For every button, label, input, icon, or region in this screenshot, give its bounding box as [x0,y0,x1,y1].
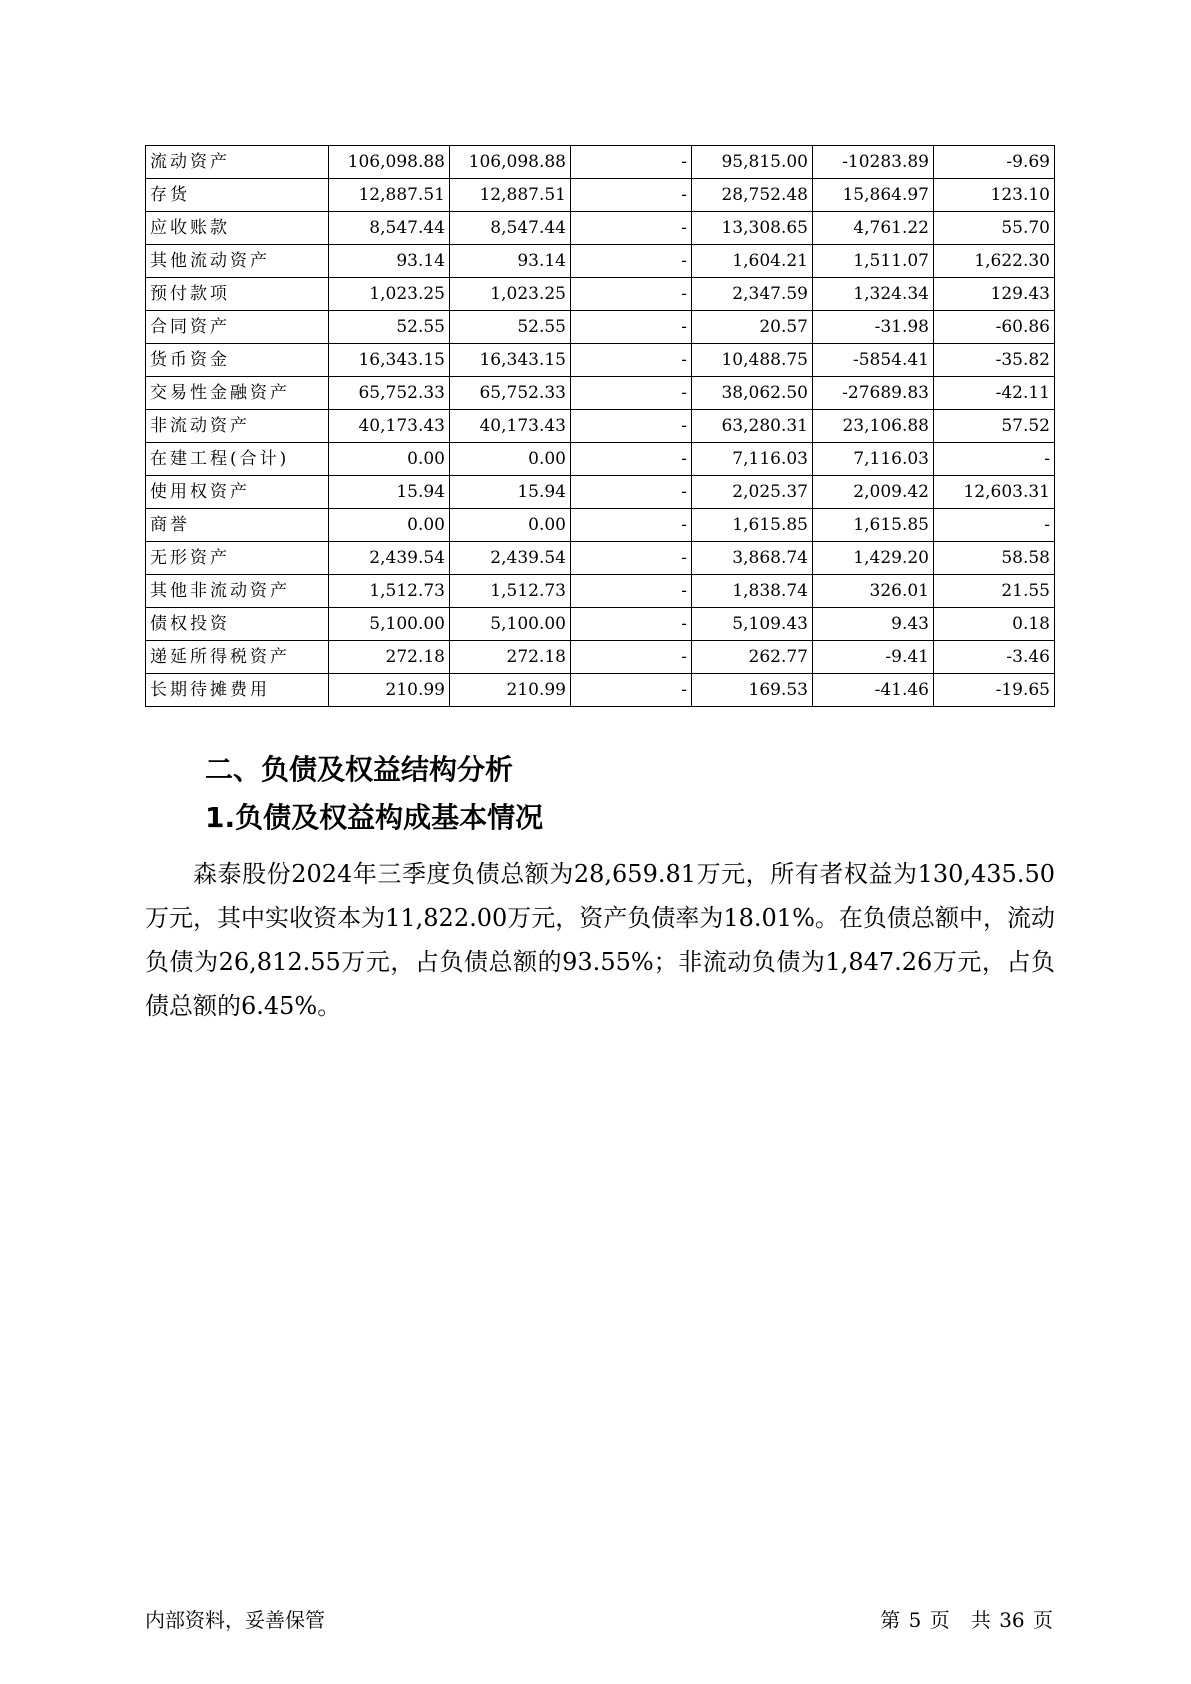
value-cell-6: -60.86 [934,311,1055,344]
value-cell-1: 65,752.33 [329,377,450,410]
value-cell-3: - [571,443,692,476]
value-cell-3: - [571,311,692,344]
table-row [146,575,1055,608]
value-cell-5: 2,009.42 [813,476,934,509]
row-name-cell: 其他非流动资产 [146,575,329,608]
value-cell-1: 272.18 [329,641,450,674]
value-cell-6: 0.18 [934,608,1055,641]
value-cell-6: - [934,509,1055,542]
value-cell-4: 7,116.03 [692,443,813,476]
table-row [146,146,1055,179]
value-cell-2: 0.00 [450,443,571,476]
table-row [146,608,1055,641]
value-cell-3: - [571,608,692,641]
table-row [146,344,1055,377]
asset-table [145,145,1055,707]
row-name-cell: 存货 [146,179,329,212]
table-row [146,410,1055,443]
asset-table-body [146,146,1055,707]
value-cell-2: 65,752.33 [450,377,571,410]
value-cell-6: 57.52 [934,410,1055,443]
value-cell-1: 93.14 [329,245,450,278]
value-cell-2: 12,887.51 [450,179,571,212]
value-cell-6: - [934,443,1055,476]
value-cell-1: 12,887.51 [329,179,450,212]
value-cell-6: -35.82 [934,344,1055,377]
value-cell-1: 15.94 [329,476,450,509]
table-row [146,179,1055,212]
value-cell-4: 1,615.85 [692,509,813,542]
value-cell-3: - [571,377,692,410]
value-cell-5: -9.41 [813,641,934,674]
value-cell-4: 95,815.00 [692,146,813,179]
value-cell-4: 2,025.37 [692,476,813,509]
row-name-cell: 无形资产 [146,542,329,575]
value-cell-4: 38,062.50 [692,377,813,410]
value-cell-5: 9.43 [813,608,934,641]
value-cell-2: 16,343.15 [450,344,571,377]
page-number [878,1604,1053,1633]
value-cell-6: 58.58 [934,542,1055,575]
value-cell-2: 272.18 [450,641,571,674]
row-name-cell: 合同资产 [146,311,329,344]
row-name-cell: 商誉 [146,509,329,542]
value-cell-2: 210.99 [450,674,571,707]
value-cell-4: 1,604.21 [692,245,813,278]
value-cell-4: 20.57 [692,311,813,344]
value-cell-2: 1,023.25 [450,278,571,311]
value-cell-2: 8,547.44 [450,212,571,245]
value-cell-1: 106,098.88 [329,146,450,179]
value-cell-5: 1,511.07 [813,245,934,278]
row-name-cell: 债权投资 [146,608,329,641]
section-heading: 二、负债及权益结构分析 [205,753,514,786]
page-label-prefix: 第 [880,1608,901,1632]
value-cell-6: 129.43 [934,278,1055,311]
value-cell-6: -3.46 [934,641,1055,674]
value-cell-1: 0.00 [329,443,450,476]
value-cell-5: 326.01 [813,575,934,608]
value-cell-4: 169.53 [692,674,813,707]
value-cell-4: 262.77 [692,641,813,674]
value-cell-4: 1,838.74 [692,575,813,608]
value-cell-2: 0.00 [450,509,571,542]
value-cell-3: - [571,641,692,674]
value-cell-2: 40,173.43 [450,410,571,443]
value-cell-4: 2,347.59 [692,278,813,311]
table-row [146,443,1055,476]
value-cell-1: 5,100.00 [329,608,450,641]
footer-note: 内部资料，妥善保管 [145,1608,325,1632]
value-cell-3: - [571,179,692,212]
value-cell-3: - [571,542,692,575]
body-paragraph: 森泰股份2024年三季度负债总额为28,659.81万元，所有者权益为130,435.50万元，其中实收资本为11,822.00万元，资产负债率为18.01%。在负债总额中，流动负债为26,812.55万元，占负债总额的93.55%；非流动负债为1,847.26万元，占负债总额的6.45%。 [145,860,1055,1020]
value-cell-3: - [571,410,692,443]
table-row [146,509,1055,542]
table-row [146,542,1055,575]
value-cell-4: 13,308.65 [692,212,813,245]
value-cell-3: - [571,476,692,509]
total-label-suffix: 页 [1033,1608,1053,1632]
table-row [146,245,1055,278]
value-cell-6: -42.11 [934,377,1055,410]
value-cell-5: 1,615.85 [813,509,934,542]
value-cell-5: 4,761.22 [813,212,934,245]
value-cell-3: - [571,146,692,179]
value-cell-6: 123.10 [934,179,1055,212]
table-row [146,641,1055,674]
value-cell-1: 2,439.54 [329,542,450,575]
table-row [146,311,1055,344]
value-cell-5: 15,864.97 [813,179,934,212]
value-cell-1: 8,547.44 [329,212,450,245]
row-name-cell: 预付款项 [146,278,329,311]
value-cell-6: 1,622.30 [934,245,1055,278]
value-cell-1: 16,343.15 [329,344,450,377]
row-name-cell: 在建工程(合计) [146,443,329,476]
value-cell-1: 52.55 [329,311,450,344]
value-cell-2: 2,439.54 [450,542,571,575]
table-row [146,377,1055,410]
row-name-cell: 流动资产 [146,146,329,179]
value-cell-4: 63,280.31 [692,410,813,443]
row-name-cell: 应收账款 [146,212,329,245]
row-name-cell: 其他流动资产 [146,245,329,278]
total-label-prefix: 共 [970,1608,991,1632]
page-number-value: 5 [908,1608,922,1632]
value-cell-5: 7,116.03 [813,443,934,476]
value-cell-5: -5854.41 [813,344,934,377]
value-cell-5: -41.46 [813,674,934,707]
table-row [146,674,1055,707]
value-cell-6: 55.70 [934,212,1055,245]
value-cell-3: - [571,509,692,542]
value-cell-2: 52.55 [450,311,571,344]
value-cell-3: - [571,575,692,608]
value-cell-3: - [571,212,692,245]
value-cell-1: 1,023.25 [329,278,450,311]
table-row [146,278,1055,311]
value-cell-2: 15.94 [450,476,571,509]
subsection-heading: 1.负债及权益构成基本情况 [205,801,544,834]
row-name-cell: 递延所得税资产 [146,641,329,674]
value-cell-5: 23,106.88 [813,410,934,443]
page-label-suffix: 页 [929,1608,950,1632]
value-cell-4: 10,488.75 [692,344,813,377]
table-row [146,476,1055,509]
value-cell-3: - [571,278,692,311]
value-cell-6: -19.65 [934,674,1055,707]
value-cell-1: 210.99 [329,674,450,707]
value-cell-6: 21.55 [934,575,1055,608]
value-cell-2: 1,512.73 [450,575,571,608]
total-pages-value: 36 [999,1608,1025,1632]
value-cell-3: - [571,674,692,707]
value-cell-1: 1,512.73 [329,575,450,608]
value-cell-4: 3,868.74 [692,542,813,575]
value-cell-5: 1,324.34 [813,278,934,311]
row-name-cell: 交易性金融资产 [146,377,329,410]
value-cell-6: 12,603.31 [934,476,1055,509]
value-cell-2: 93.14 [450,245,571,278]
row-name-cell: 非流动资产 [146,410,329,443]
table-row [146,212,1055,245]
value-cell-5: -31.98 [813,311,934,344]
value-cell-5: 1,429.20 [813,542,934,575]
value-cell-2: 5,100.00 [450,608,571,641]
value-cell-3: - [571,245,692,278]
value-cell-1: 40,173.43 [329,410,450,443]
row-name-cell: 长期待摊费用 [146,674,329,707]
row-name-cell: 货币资金 [146,344,329,377]
value-cell-3: - [571,344,692,377]
value-cell-2: 106,098.88 [450,146,571,179]
value-cell-1: 0.00 [329,509,450,542]
value-cell-4: 28,752.48 [692,179,813,212]
value-cell-6: -9.69 [934,146,1055,179]
value-cell-5: -10283.89 [813,146,934,179]
value-cell-5: -27689.83 [813,377,934,410]
row-name-cell: 使用权资产 [146,476,329,509]
value-cell-4: 5,109.43 [692,608,813,641]
